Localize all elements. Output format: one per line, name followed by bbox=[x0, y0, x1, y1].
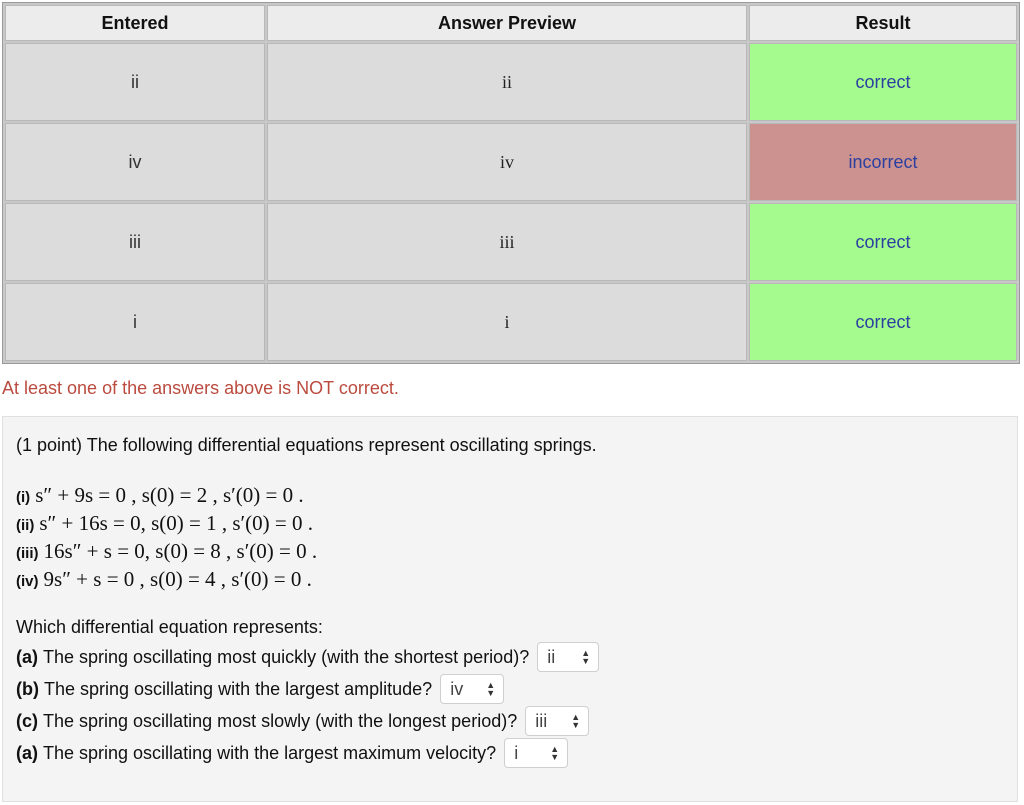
header-result: Result bbox=[749, 5, 1017, 41]
preview-cell: ii bbox=[267, 43, 747, 121]
incorrect-notice: At least one of the answers above is NOT correct. bbox=[2, 378, 399, 398]
part-text: The spring oscillating most slowly (with the longest period)? bbox=[43, 710, 518, 731]
preview-cell: iii bbox=[267, 203, 747, 281]
equation-i bbox=[16, 483, 304, 508]
question-prompt: Which differential equation represents: bbox=[16, 617, 323, 637]
results-table bbox=[2, 2, 1020, 364]
answer-select-c[interactable] bbox=[525, 706, 589, 736]
table-row bbox=[5, 123, 1017, 201]
selected-value: i bbox=[514, 742, 519, 763]
question-part-d bbox=[16, 738, 568, 768]
equation-text: 16s″ + s = 0, s(0) = 8 , s′(0) = 0 . bbox=[43, 539, 318, 563]
problem-panel bbox=[2, 416, 1018, 802]
equation-label: (i) bbox=[16, 489, 31, 506]
part-text: The spring oscillating with the largest maximum velocity? bbox=[43, 742, 497, 763]
select-arrows-icon: ▲ ▼ bbox=[571, 712, 581, 730]
header-answer-preview: Answer Preview bbox=[267, 5, 747, 41]
part-label: (c) bbox=[16, 710, 38, 731]
equation-ii bbox=[16, 511, 313, 536]
preview-cell: iv bbox=[267, 123, 747, 201]
equation-text: 9s″ + s = 0 , s(0) = 4 , s′(0) = 0 . bbox=[43, 567, 312, 591]
results-header-row bbox=[5, 5, 1017, 41]
answer-select-b[interactable] bbox=[440, 674, 504, 704]
preview-cell: i bbox=[267, 283, 747, 361]
question-part-c bbox=[16, 706, 589, 736]
table-row bbox=[5, 43, 1017, 121]
equation-iv bbox=[16, 567, 312, 592]
problem-intro: (1 point) The following differential equations represent oscillating springs. bbox=[16, 435, 597, 455]
header-entered: Entered bbox=[5, 5, 265, 41]
selected-value: iv bbox=[450, 678, 464, 699]
part-text: The spring oscillating most quickly (with the shortest period)? bbox=[43, 646, 530, 667]
equation-label: (iii) bbox=[16, 545, 39, 562]
question-part-b bbox=[16, 674, 504, 704]
part-label: (b) bbox=[16, 678, 39, 699]
selected-value: ii bbox=[547, 646, 556, 667]
entered-cell: iv bbox=[5, 123, 265, 201]
question-part-a bbox=[16, 642, 599, 672]
select-arrows-icon: ▲ ▼ bbox=[581, 648, 591, 666]
equation-iii bbox=[16, 539, 317, 564]
result-cell: correct bbox=[749, 203, 1017, 281]
equation-label: (iv) bbox=[16, 573, 39, 590]
result-cell: correct bbox=[749, 43, 1017, 121]
equation-label: (ii) bbox=[16, 517, 35, 534]
equation-text: s″ + 16s = 0, s(0) = 1 , s′(0) = 0 . bbox=[39, 511, 313, 535]
entered-cell: ii bbox=[5, 43, 265, 121]
entered-cell: iii bbox=[5, 203, 265, 281]
selected-value: iii bbox=[535, 710, 548, 731]
result-cell: incorrect bbox=[749, 123, 1017, 201]
result-cell: correct bbox=[749, 283, 1017, 361]
select-arrows-icon: ▲ ▼ bbox=[486, 680, 496, 698]
entered-cell: i bbox=[5, 283, 265, 361]
part-label: (a) bbox=[16, 742, 38, 763]
table-row bbox=[5, 203, 1017, 281]
answer-select-d[interactable] bbox=[504, 738, 568, 768]
select-arrows-icon: ▲ ▼ bbox=[550, 744, 560, 762]
equation-text: s″ + 9s = 0 , s(0) = 2 , s′(0) = 0 . bbox=[35, 483, 304, 507]
part-text: The spring oscillating with the largest amplitude? bbox=[43, 678, 433, 699]
part-label: (a) bbox=[16, 646, 38, 667]
table-row bbox=[5, 283, 1017, 361]
answer-select-a[interactable] bbox=[537, 642, 599, 672]
